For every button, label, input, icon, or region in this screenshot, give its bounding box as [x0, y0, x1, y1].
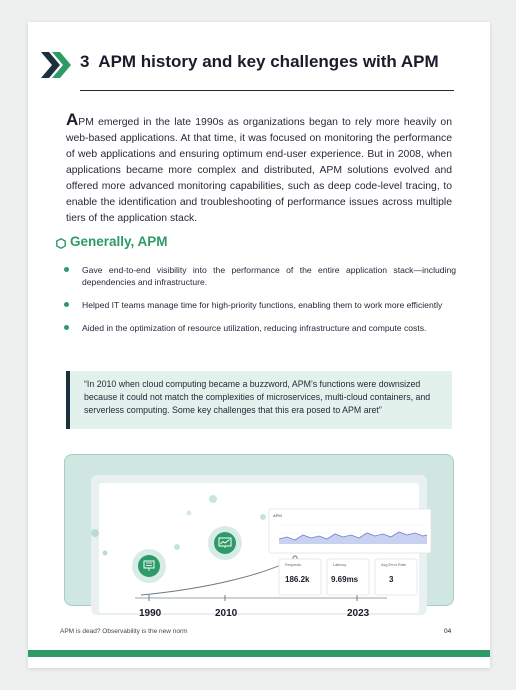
- metric-label: Avg Error Rate: [381, 563, 407, 567]
- metric-value: 9.69ms: [331, 575, 359, 584]
- dashboard-panel: [269, 509, 431, 553]
- bullet-text: Aided in the optimization of resource utilization, reducing infrastructure and compute costs.: [82, 323, 427, 333]
- metric-label: Latency: [333, 563, 347, 567]
- apm-timeline-illustration: [64, 454, 454, 619]
- section-heading: APM history and key challenges with APM: [98, 52, 439, 71]
- bullet-text: Gave end-to-end visibility into the performance of the entire application stack—including dependencies and infrastructure.: [82, 265, 456, 287]
- intro-paragraph: [66, 110, 452, 227]
- document-page: [28, 22, 490, 668]
- metric-card: [327, 559, 369, 595]
- year-label-2010: 2010: [215, 608, 238, 619]
- metric-value: 3: [389, 575, 394, 584]
- illustration-svg: [65, 455, 452, 619]
- bullet-list: [64, 264, 456, 345]
- drop-cap: A: [66, 110, 79, 129]
- title-divider: [80, 90, 454, 91]
- metric-card: [375, 559, 417, 595]
- bullet-dot: [64, 325, 69, 330]
- year-label-1990: 1990: [139, 608, 162, 619]
- section-number: 3: [80, 52, 90, 71]
- page-title: [80, 52, 439, 72]
- list-item: [64, 264, 456, 288]
- bullet-text: Helped IT teams manage time for high-priority functions, enabling them to work more efficiently: [82, 300, 443, 310]
- metric-card: [279, 559, 321, 595]
- section-subheading: Generally, APM: [70, 234, 168, 249]
- pull-quote: [66, 371, 452, 429]
- panel-title: APM: [273, 513, 282, 518]
- footer-title: APM is dead? Observability is the new norm: [60, 628, 188, 635]
- intro-text: PM emerged in the late 1990s as organizations began to rely more heavily on web-based applications. At that time, it was focused on monitoring the performance of web applications and ensuring optimum end-user experience. But in 2008, when applications became more complex and distributed, APM solutions evolved and offered more advanced monitoring capabilities, such as deep code-level tracing, to enable the identification and troubleshooting of performance issues across multiple tiers of the application stack.: [66, 117, 452, 224]
- metric-value: 186.2k: [285, 575, 310, 584]
- double-chevron-icon: [40, 50, 72, 80]
- quote-text: “In 2010 when cloud computing became a buzzword, APM’s functions were downsized because it could not match the complexities of microservices, multi-cloud containers, and serverless computing. Some key challenges that this era posed to APM aret”: [84, 379, 431, 415]
- bullet-dot: [64, 302, 69, 307]
- list-item: [64, 322, 456, 334]
- metric-label: Requests: [285, 563, 302, 567]
- page-number: 04: [444, 628, 452, 635]
- year-label-2023: 2023: [347, 608, 370, 619]
- hexagon-icon: [56, 238, 66, 249]
- list-item: [64, 299, 456, 311]
- footer-bar: [28, 650, 490, 657]
- bullet-dot: [64, 267, 69, 272]
